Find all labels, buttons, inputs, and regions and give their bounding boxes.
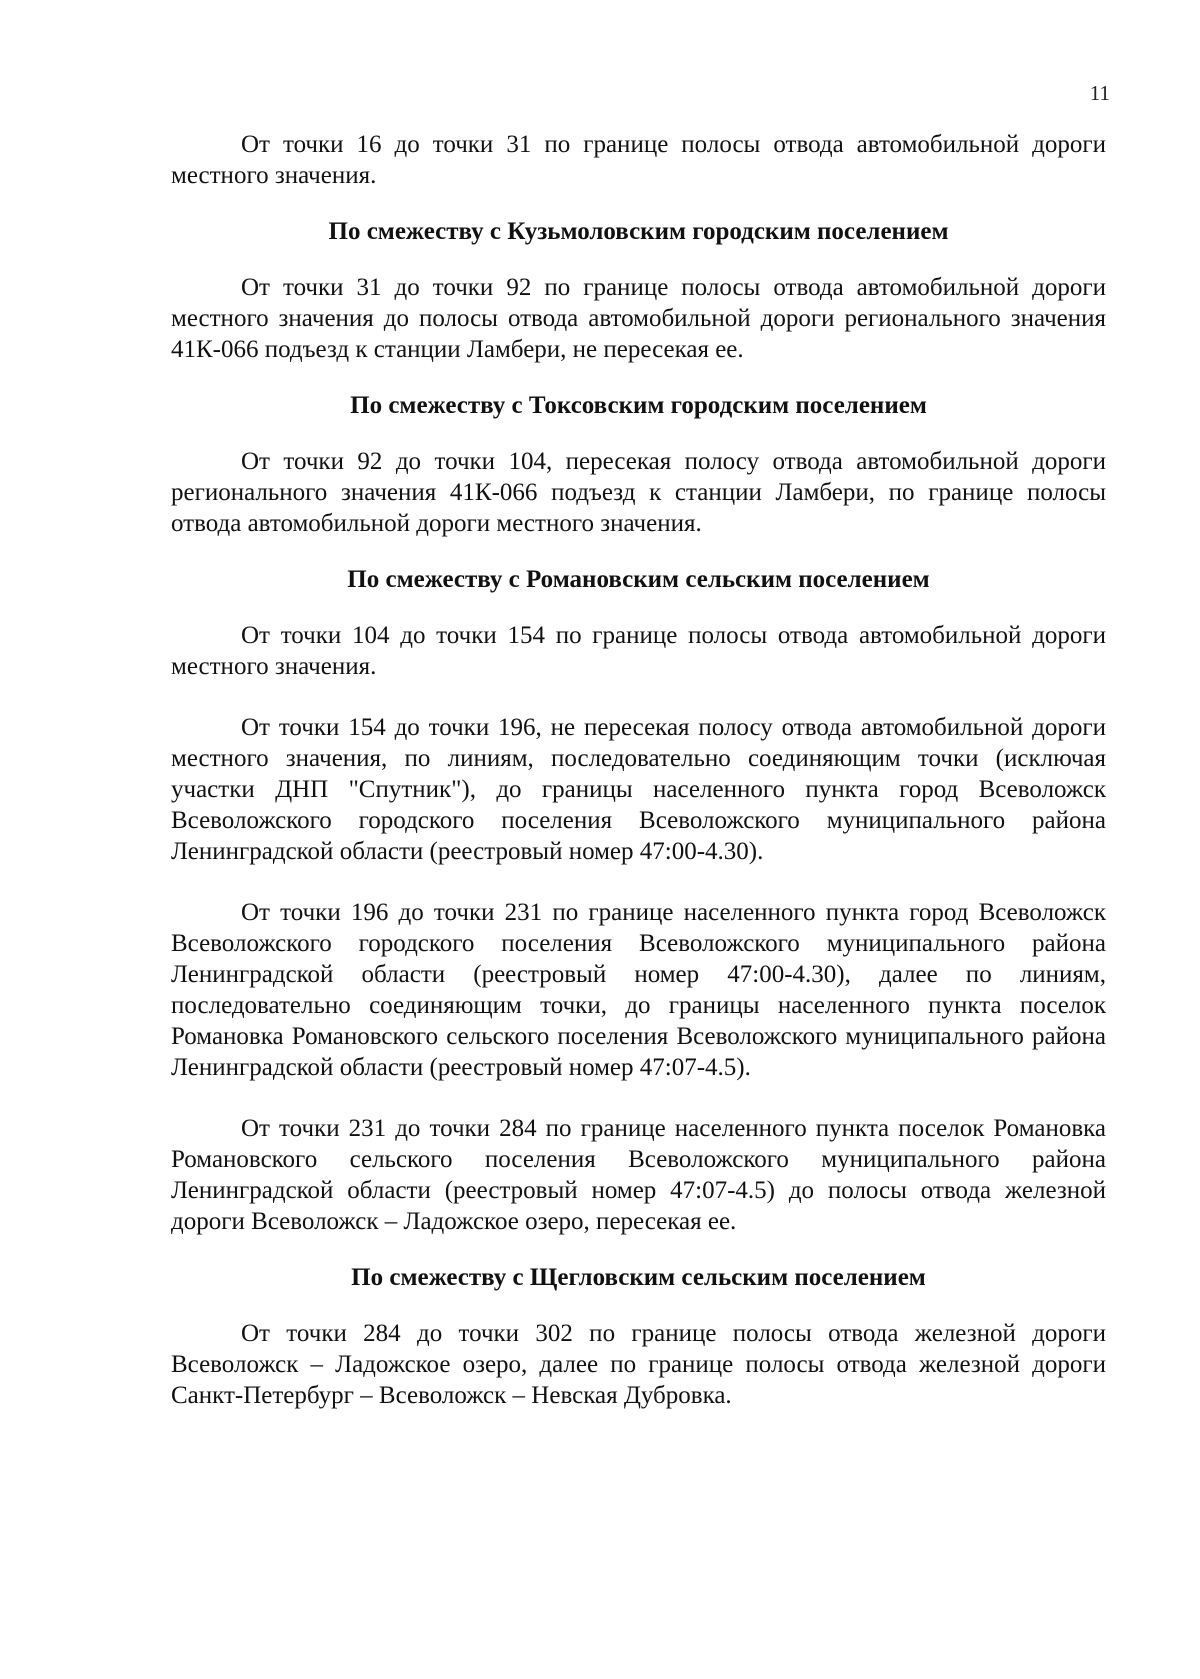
paragraph-1: От точки 16 до точки 31 по границе полосы отвода автомобильной дороги местного значения.	[171, 131, 1106, 189]
section-heading-kuzmolovo: По смежеству с Кузьмоловским городским поселением	[328, 218, 949, 245]
section-heading-shcheglovo: По смежеству с Щегловским сельским поселением	[351, 1264, 926, 1291]
paragraph-7: От точки 231 до точки 284 по границе населенного пункта поселок Романовка Романовского сельского поселения Всеволожского муниципального района Ленинградской области (реестровый номер 47:07-4.5) до полосы отвода железной дороги Всеволожск – Ладожское озеро, пересекая ее.	[171, 1115, 1106, 1235]
section-heading-toksovo: По смежеству с Токсовским городским поселением	[350, 392, 927, 419]
paragraph-4: От точки 104 до точки 154 по границе полосы отвода автомобильной дороги местного значения.	[171, 622, 1106, 680]
paragraph-3: От точки 92 до точки 104, пересекая полосу отвода автомобильной дороги регионального значения 41К-066 подъезд к станции Ламбери, по границе полосы отвода автомобильной дороги местного значения.	[171, 448, 1106, 537]
page-number: 11	[1089, 81, 1110, 105]
paragraph-6: От точки 196 до точки 231 по границе населенного пункта город Всеволожск Всеволожского городского поселения Всеволожского муниципального района Ленинградской области (реестровый номер 47:00-4.30), далее по линиям, последовательно соединяющим точки, до границы населенного пункта поселок Романовка Романовского сельского поселения Всеволожского муниципального района Ленинградской области (реестровый номер 47:07-4.5).	[171, 899, 1106, 1081]
paragraph-8: От точки 284 до точки 302 по границе полосы отвода железной дороги Всеволожск – Ладожское озеро, далее по границе полосы отвода железной дороги Санкт-Петербург – Всеволожск – Невская Дубровка.	[171, 1320, 1106, 1409]
document-body	[171, 129, 1106, 1411]
section-heading-romanovka: По смежеству с Романовским сельским поселением	[347, 566, 930, 593]
paragraph-2: От точки 31 до точки 92 по границе полосы отвода автомобильной дороги местного значения до полосы отвода автомобильной дороги регионального значения 41К-066 подъезд к станции Ламбери, не пересекая ее.	[171, 274, 1106, 363]
paragraph-5: От точки 154 до точки 196, не пересекая полосу отвода автомобильной дороги местного значения, по линиям, последовательно соединяющим точки (исключая участки ДНП "Спутник"), до границы населенного пункта город Всеволожск Всеволожского городского поселения Всеволожского муниципального района Ленинградской области (реестровый номер 47:00-4.30).	[171, 714, 1106, 865]
